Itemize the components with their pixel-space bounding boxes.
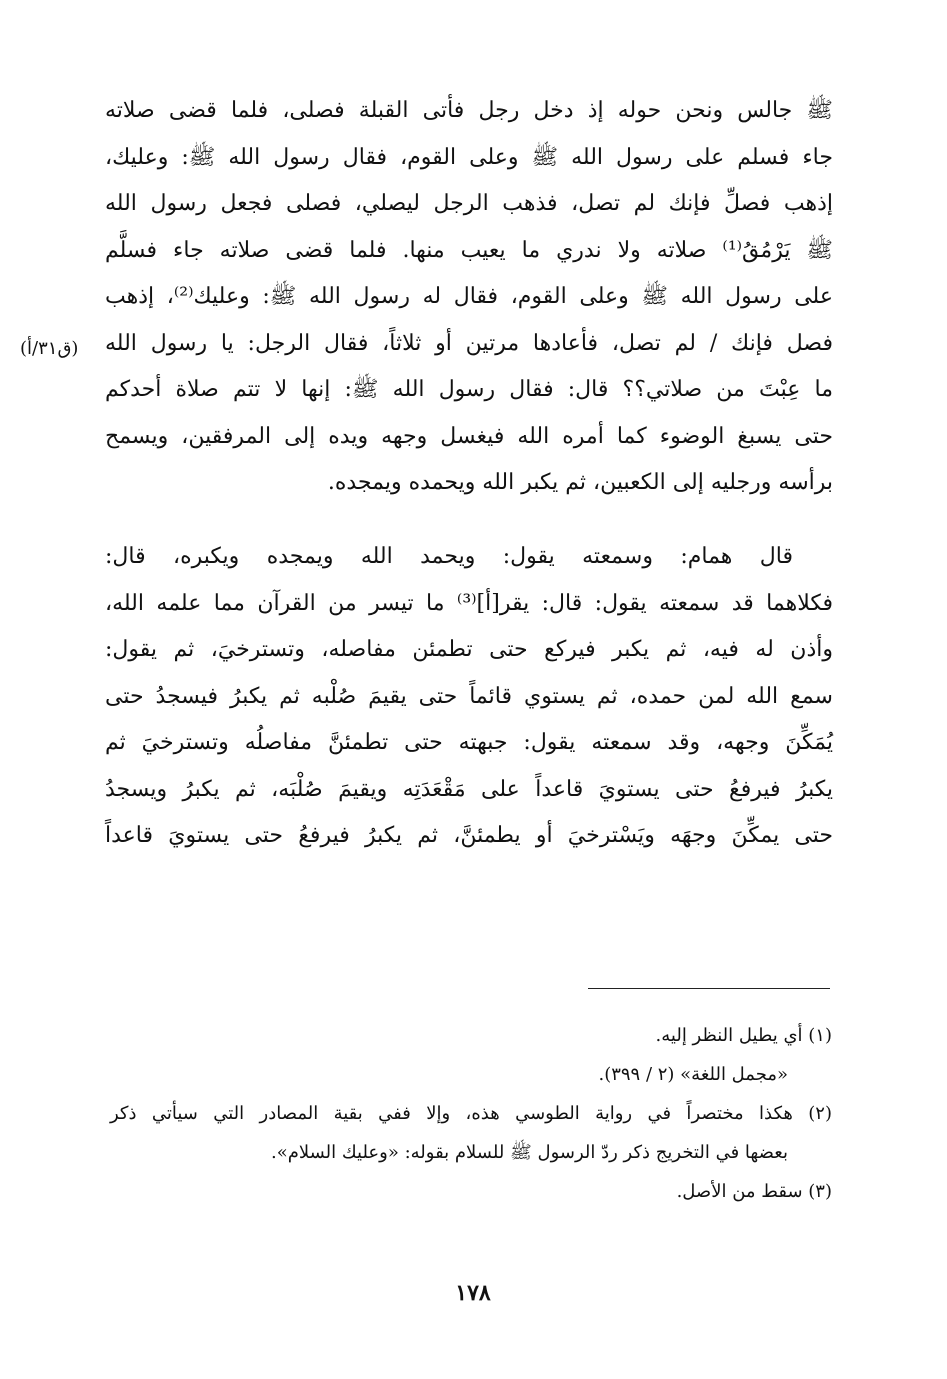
footnote-2: (٢) هكذا مختصراً في رواية الطوسي هذه، وإلا ففي بقية المصادر التي سيأتي ذكر bbox=[110, 1103, 832, 1124]
text-line: فصل فإنك / لم تصل، فأعادها مرتين أو ثلاثاً، فقال الرجل: يا رسول الله bbox=[105, 330, 833, 356]
text-line: حتى يمكِّنَ وجهَه ويَسْترخيَ أو يطمئنَّ، ثم يكبرُ فيرفعُ حتى يستويَ قاعداً bbox=[105, 823, 834, 848]
footnotes bbox=[110, 1016, 832, 1211]
text-line: برأسه ورجليه إلى الكعبين، ثم يكبر الله ويحمده ويمجده. bbox=[327, 470, 833, 495]
footnote-1-source: «مجمل اللغة» (٢ / ٣٩٩). bbox=[598, 1064, 788, 1085]
text-line: فكلاهما قد سمعته يقول: قال: يقر[أ]⁽³⁾ ما تيسر من القرآن مما علمه الله، bbox=[105, 590, 833, 616]
text-line: ما عِبْتَ من صلاتي؟؟ قال: فقال رسول الله ﷺ: إنها لا تتم صلاة أحدكم bbox=[105, 377, 833, 402]
footnote-2-continued: بعضها في التخريج ذكر ردّ الرسول ﷺ للسلام بقوله: «وعليك السلام». bbox=[270, 1142, 788, 1163]
paragraph-1 bbox=[105, 88, 833, 507]
text-line: يُمَكِّنَ وجهه، وقد سمعته يقول: جبهته حتى تطمئنَّ مفاصلُه وتسترخيَ ثم bbox=[105, 730, 833, 755]
page-number: ١٧٨ bbox=[455, 1280, 491, 1306]
text-line: سمع الله لمن حمده، ثم يستوي قائماً حتى يقيمَ صُلْبه ثم يكبرُ فيسجدُ حتى bbox=[105, 683, 833, 709]
footnote-divider bbox=[588, 988, 830, 989]
text-line: ﷺ جالس ونحن حوله إذ دخل رجل فأتى القبلة فصلى، فلما قضى صلاته bbox=[105, 98, 833, 123]
footnote-3: (٣) سقط من الأصل. bbox=[676, 1181, 832, 1202]
text-line: قال همام: وسمعته يقول: ويحمد الله ويمجده ويكبره، قال: bbox=[105, 544, 793, 569]
text-line: إذهب فصلِّ فإنك لم تصل، فذهب الرجل ليصلي، فصلى فجعل رسول الله bbox=[105, 191, 833, 216]
manuscript-folio-note: (ق٣١/أ) bbox=[20, 338, 79, 359]
footnote-1: (١) أي يطيل النظر إليه. bbox=[655, 1025, 832, 1046]
text-line: جاء فسلم على رسول الله ﷺ وعلى القوم، فقال رسول الله ﷺ: وعليك، bbox=[105, 144, 833, 170]
text-line: على رسول الله ﷺ وعلى القوم، فقال له رسول الله ﷺ: وعليك⁽²⁾، إذهب bbox=[105, 284, 833, 309]
text-line: يكبرُ فيرفعُ حتى يستويَ قاعداً على مَقْعَدَتِه ويقيمَ صُلْبَه، ثم يكبرُ ويسجدُ bbox=[105, 776, 833, 802]
paragraph-2 bbox=[105, 534, 833, 860]
text-line: وأذن له فيه، ثم يكبر فيركع حتى تطمئن مفاصله، وتسترخيَ، ثم يقول: bbox=[105, 637, 833, 662]
text-line: حتى يسبغ الوضوء كما أمره الله فيغسل وجهه ويده إلى المرفقين، ويسمح bbox=[105, 423, 833, 449]
text-line: ﷺ يَرْمُقُ⁽¹⁾ صلاته ولا ندري ما يعيب منها. فلما قضى صلاته جاء فسلَّم bbox=[105, 237, 834, 263]
